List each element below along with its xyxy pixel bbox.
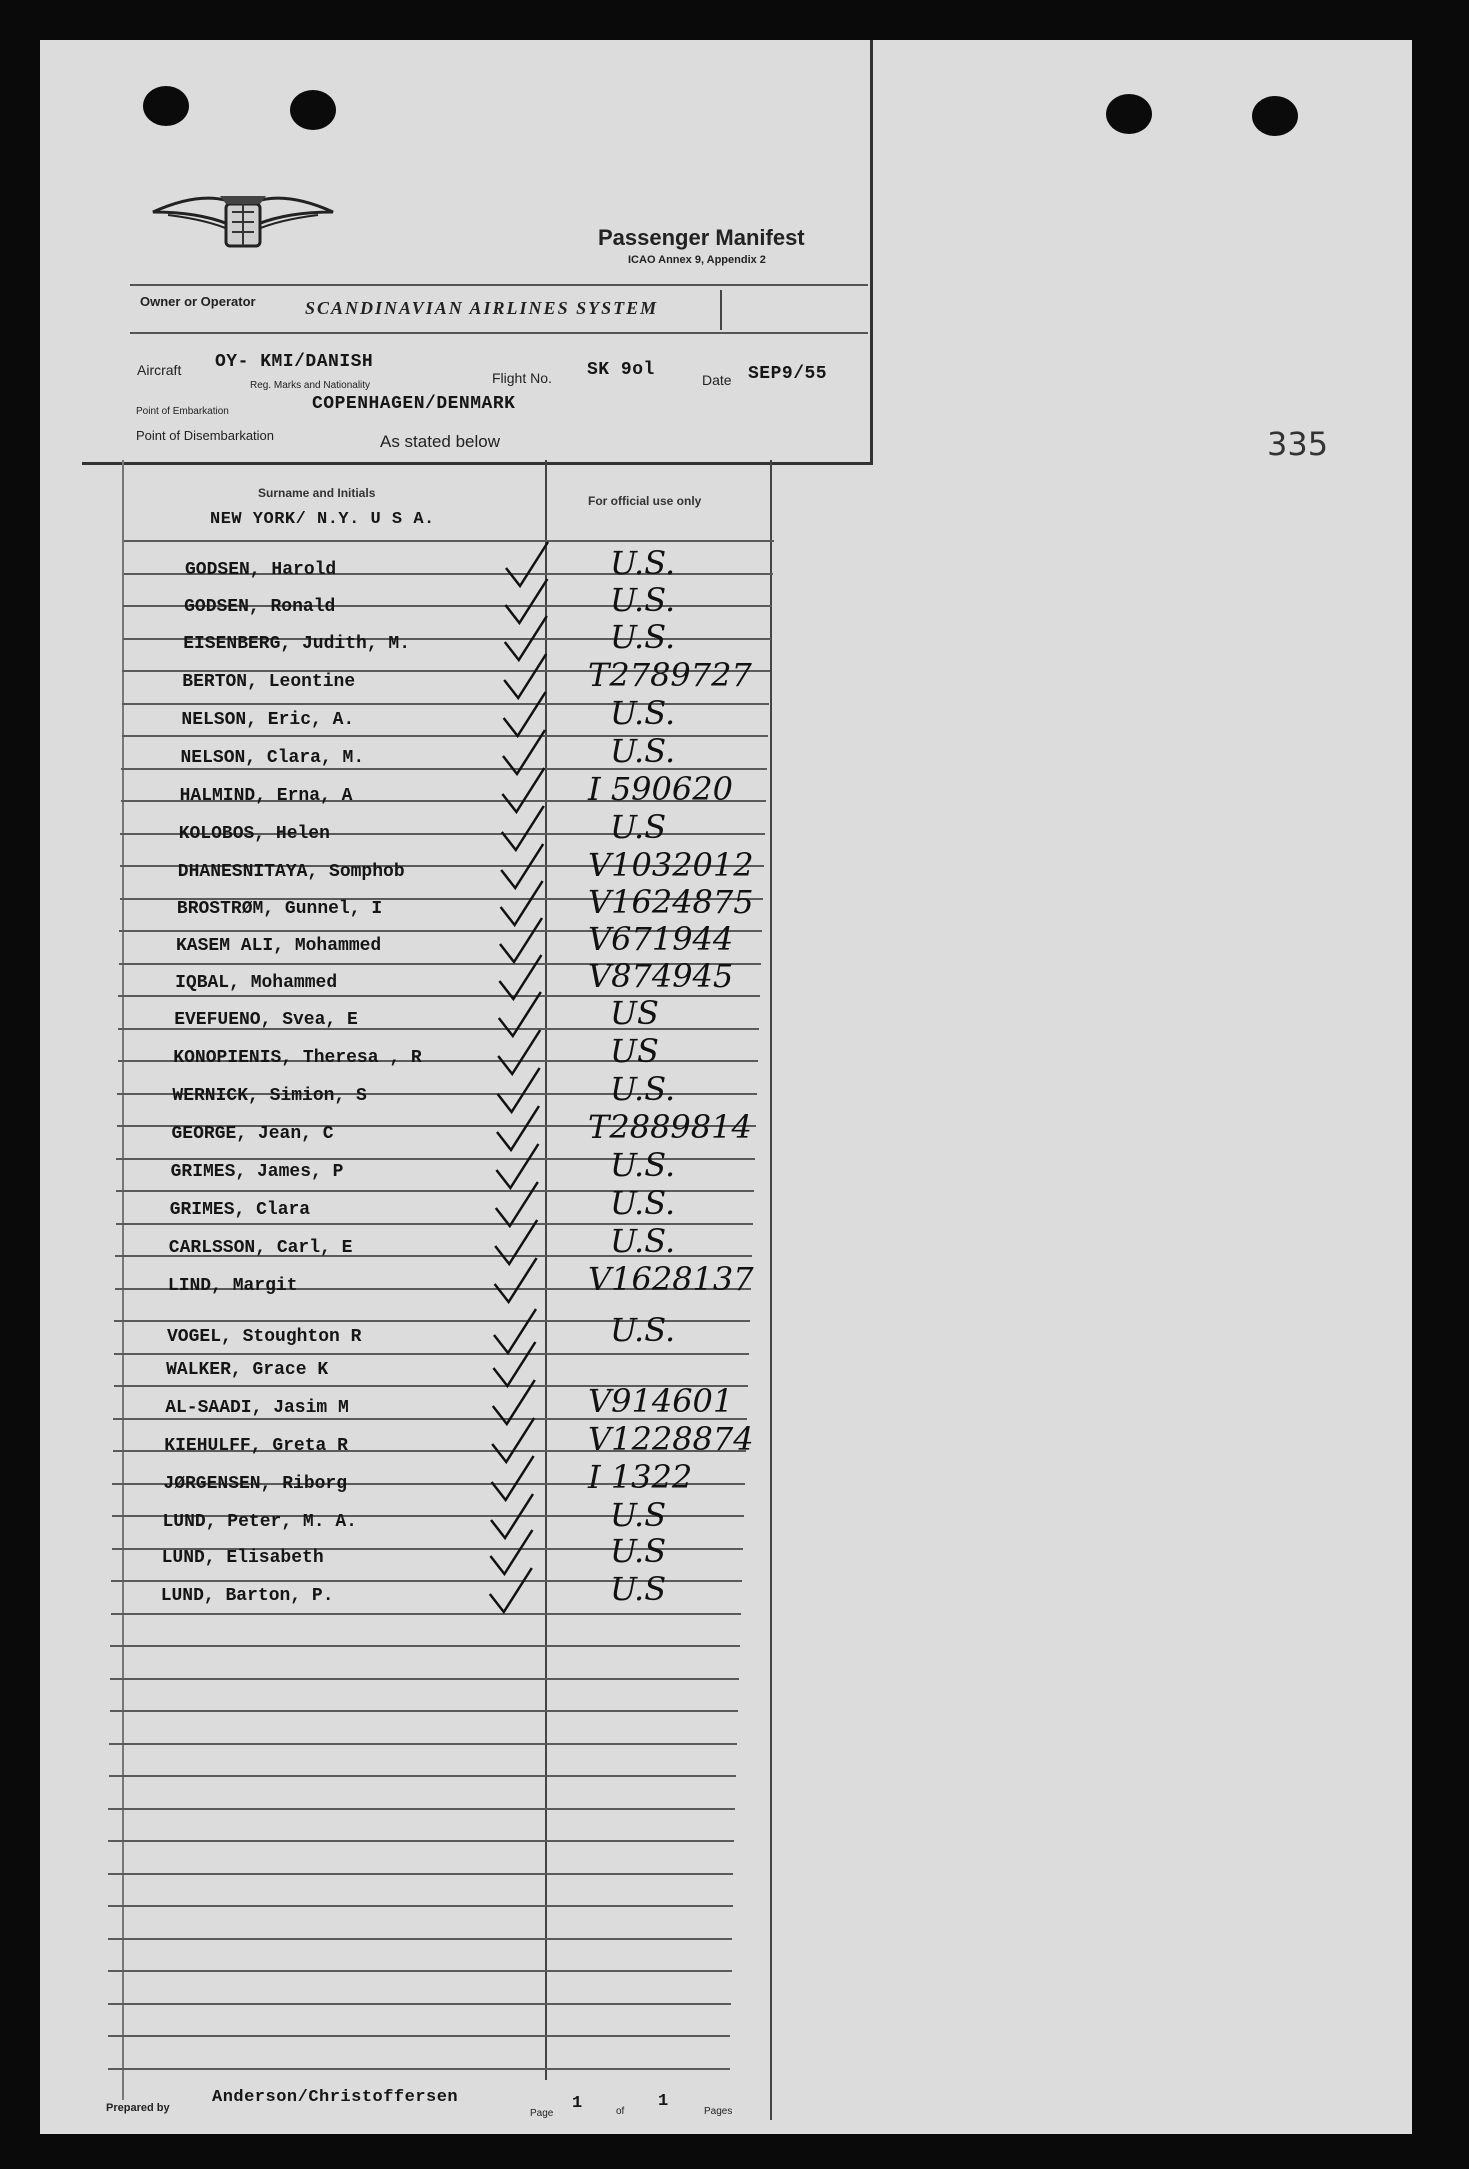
- date-value: SEP9/55: [748, 364, 828, 384]
- passenger-name: LUND, Elisabeth: [161, 1548, 324, 1568]
- flight-label: Flight No.: [492, 370, 552, 386]
- pages-label: Pages: [704, 2106, 733, 2117]
- official-note: U.S.: [610, 732, 676, 770]
- page-number: 335: [1267, 425, 1329, 463]
- check-mark: [493, 1342, 535, 1386]
- official-note: U.S: [610, 1496, 667, 1534]
- disembark-label: Point of Disembarkation: [136, 428, 275, 443]
- page-value: 1: [572, 2094, 583, 2113]
- official-note: V1628137: [588, 1260, 754, 1298]
- official-note: US: [610, 994, 659, 1032]
- passenger-name: GRIMES, James, P: [170, 1162, 344, 1182]
- check-mark: [504, 654, 546, 698]
- passenger-name: VOGEL, Stoughton R: [167, 1327, 362, 1347]
- date-label: Date: [702, 372, 732, 388]
- official-note: U.S.: [610, 1184, 676, 1222]
- official-note: V1228874: [588, 1420, 754, 1458]
- passenger-name: LUND, Barton, P.: [160, 1586, 334, 1606]
- page-label: Page: [530, 2108, 554, 2119]
- check-mark: [500, 918, 542, 962]
- passenger-name: LIND, Margit: [167, 1276, 298, 1296]
- official-note: U.S: [610, 1570, 667, 1608]
- check-mark: [496, 1182, 538, 1226]
- aircraft-sublabel: Reg. Marks and Nationality: [250, 380, 371, 391]
- official-note: V1624875: [588, 883, 754, 921]
- aircraft-value: OY- KMI/DANISH: [215, 352, 374, 372]
- check-mark: [495, 1258, 537, 1302]
- official-note: U.S.: [610, 1146, 676, 1184]
- passenger-name: GRIMES, Clara: [169, 1200, 311, 1220]
- passenger-name: KOLOBOS, Helen: [178, 824, 330, 844]
- owner-label: Owner or Operator: [140, 294, 256, 309]
- passenger-name: WALKER, Grace K: [166, 1360, 329, 1380]
- of-label: of: [616, 2106, 625, 2117]
- passenger-name: GODSEN, Ronald: [184, 597, 336, 617]
- check-mark: [505, 579, 547, 623]
- check-mark: [504, 692, 546, 736]
- passenger-name: AL-SAADI, Jasim M: [165, 1398, 349, 1418]
- check-mark: [501, 881, 543, 925]
- check-mark: [498, 1068, 540, 1112]
- col-surname-header: Surname and Initials: [258, 486, 376, 500]
- passenger-name: BERTON, Leontine: [182, 672, 356, 692]
- check-mark: [505, 616, 547, 660]
- passenger-name: BROSTRØM, Gunnel, I: [176, 899, 383, 919]
- official-note: I 590620: [588, 770, 733, 808]
- official-note: U.S.: [610, 544, 676, 582]
- passenger-name: DHANESNITAYA, Somphob: [177, 862, 405, 882]
- check-mark: [498, 1030, 540, 1074]
- check-mark: [502, 768, 544, 812]
- official-note: V874945: [588, 957, 734, 995]
- passenger-name: HALMIND, Erna, A: [179, 786, 353, 806]
- passenger-name: CARLSSON, Carl, E: [168, 1238, 353, 1258]
- check-mark: [499, 955, 541, 999]
- destination: NEW YORK/ N.Y. U S A.: [210, 510, 435, 529]
- embark-value: COPENHAGEN/DENMARK: [312, 394, 516, 414]
- check-mark: [493, 1380, 535, 1424]
- embark-label: Point of Embarkation: [136, 406, 229, 417]
- check-mark: [499, 992, 541, 1036]
- of-value: 1: [658, 2092, 669, 2111]
- prepared-value: Anderson/Christoffersen: [212, 2088, 459, 2107]
- check-mark: [495, 1220, 537, 1264]
- owner-value: SCANDINAVIAN AIRLINES SYSTEM: [305, 298, 659, 318]
- check-mark: [503, 730, 545, 774]
- check-mark: [506, 542, 548, 586]
- disembark-value: As stated below: [380, 432, 501, 451]
- official-note: US: [610, 1032, 659, 1070]
- check-mark: [491, 1494, 533, 1538]
- check-mark: [490, 1530, 532, 1574]
- official-note: V1032012: [588, 846, 754, 884]
- official-note: U.S: [610, 808, 667, 846]
- official-note: I 1322: [588, 1458, 693, 1496]
- check-mark: [496, 1144, 538, 1188]
- flight-value: SK 9ol: [587, 360, 655, 380]
- col-official-header: For official use only: [588, 494, 702, 508]
- passenger-name: JØRGENSEN, Riborg: [163, 1474, 348, 1494]
- check-mark: [494, 1309, 536, 1353]
- check-mark: [502, 806, 544, 850]
- passenger-name: GODSEN, Harold: [185, 560, 337, 580]
- passenger-name: LUND, Peter, M. A.: [162, 1512, 357, 1532]
- official-note: V914601: [588, 1382, 734, 1420]
- check-mark: [492, 1456, 534, 1500]
- check-mark: [497, 1106, 539, 1150]
- form-title: Passenger Manifest: [598, 225, 805, 250]
- check-mark: [492, 1418, 534, 1462]
- passenger-name: EISENBERG, Judith, M.: [183, 634, 411, 654]
- passenger-name: EVEFUENO, Svea, E: [174, 1010, 358, 1030]
- prepared-label: Prepared by: [106, 2102, 170, 2114]
- aircraft-label: Aircraft: [137, 362, 182, 378]
- passenger-name: IQBAL, Mohammed: [175, 973, 338, 993]
- official-note: U.S.: [610, 1222, 676, 1260]
- passenger-name: KONOPIENIS, Theresa , R: [173, 1048, 422, 1068]
- form-subtitle: ICAO Annex 9, Appendix 2: [628, 254, 766, 266]
- passenger-name: KIEHULFF, Greta R: [164, 1436, 348, 1456]
- passenger-name: WERNICK, Simion, S: [172, 1086, 367, 1106]
- passenger-name: KASEM ALI, Mohammed: [176, 936, 382, 956]
- passenger-name: NELSON, Clara, M.: [180, 748, 365, 768]
- official-note: U.S.: [610, 1070, 676, 1108]
- official-note: U.S: [610, 1532, 667, 1570]
- official-note: U.S.: [610, 618, 676, 656]
- official-note: U.S.: [610, 1311, 676, 1349]
- check-mark: [501, 844, 543, 888]
- check-mark: [490, 1568, 532, 1612]
- passenger-name: GEORGE, Jean, C: [171, 1124, 334, 1144]
- passenger-name: NELSON, Eric, A.: [181, 710, 355, 730]
- official-note: V671944: [588, 920, 734, 958]
- official-note: T2789727: [588, 656, 752, 694]
- official-note: T2889814: [588, 1108, 752, 1146]
- official-note: U.S.: [610, 581, 676, 619]
- official-note: U.S.: [610, 694, 676, 732]
